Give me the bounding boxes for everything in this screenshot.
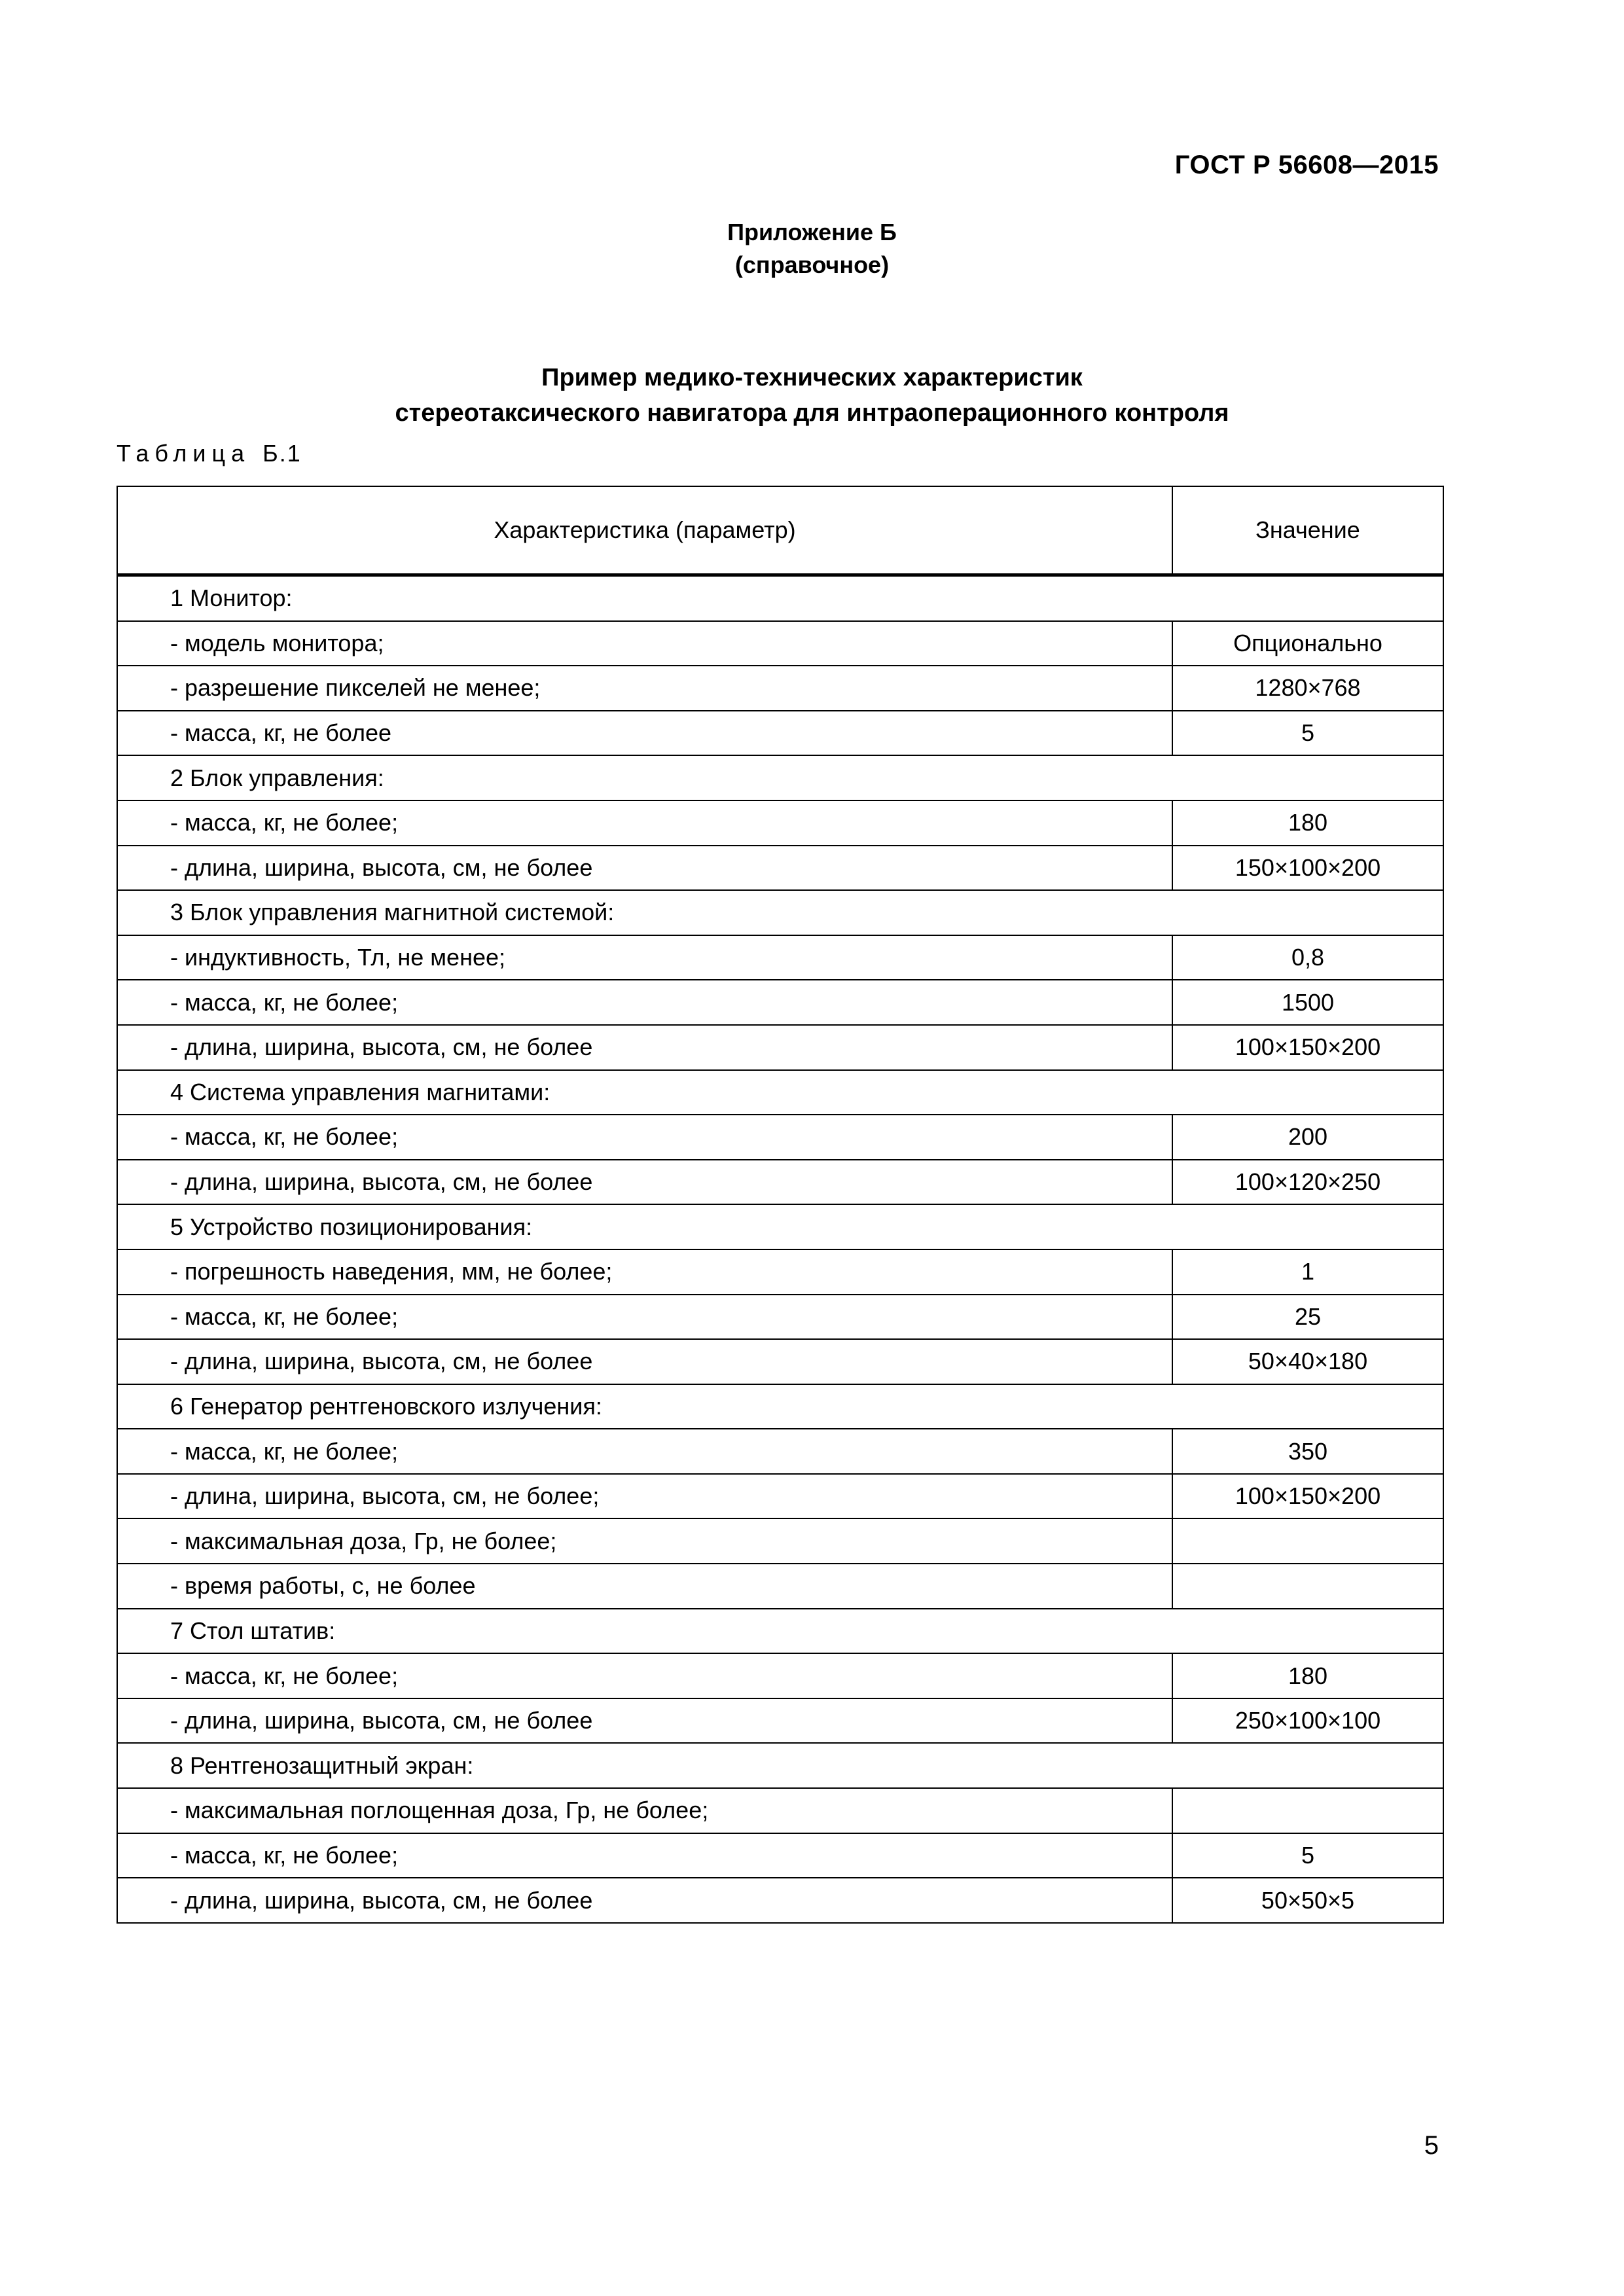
section-label: 5 Устройство позиционирования: [117, 1204, 1443, 1249]
table-row [117, 621, 1443, 666]
value-cell: 5 [1172, 1833, 1443, 1878]
value-cell: 5 [1172, 711, 1443, 756]
table-body [117, 575, 1443, 1923]
column-header-value: Значение [1172, 486, 1443, 575]
section-label: 2 Блок управления: [117, 755, 1443, 800]
parameter-cell: - время работы, с, не более [117, 1564, 1172, 1609]
table-row [117, 1160, 1443, 1205]
table-row [117, 846, 1443, 891]
table-header-row [117, 486, 1443, 575]
parameter-cell: - длина, ширина, высота, см, не более [117, 1025, 1172, 1070]
parameter-cell: - масса, кг, не более; [117, 800, 1172, 846]
parameter-cell: - масса, кг, не более; [117, 1295, 1172, 1340]
column-header-parameter: Характеристика (параметр) [117, 486, 1172, 575]
value-cell: 200 [1172, 1115, 1443, 1160]
table-row [117, 1429, 1443, 1474]
value-cell: 50×40×180 [1172, 1339, 1443, 1384]
title-line-2: стереотаксического навигатора для интраоперационного контроля [395, 399, 1229, 427]
table-row [117, 980, 1443, 1025]
appendix-heading [0, 216, 1624, 281]
table-section-row [117, 1070, 1443, 1115]
parameter-cell: - длина, ширина, высота, см, не более [117, 846, 1172, 891]
table-section-row [117, 1384, 1443, 1429]
table-row [117, 1698, 1443, 1744]
table-caption [117, 440, 302, 467]
table-row [117, 800, 1443, 846]
value-cell: Опционально [1172, 621, 1443, 666]
table-row [117, 1564, 1443, 1609]
value-cell [1172, 1788, 1443, 1833]
value-cell: 100×120×250 [1172, 1160, 1443, 1205]
section-label: 8 Рентгенозащитный экран: [117, 1743, 1443, 1788]
parameter-cell: - длина, ширина, высота, см, не более [117, 1160, 1172, 1205]
parameter-cell: - длина, ширина, высота, см, не более [117, 1339, 1172, 1384]
table-row [117, 711, 1443, 756]
value-cell [1172, 1518, 1443, 1564]
parameter-cell: - масса, кг, не более; [117, 1833, 1172, 1878]
table-caption-word: Таблица [117, 440, 251, 467]
section-label: 4 Система управления магнитами: [117, 1070, 1443, 1115]
table-section-row [117, 1609, 1443, 1654]
value-cell: 25 [1172, 1295, 1443, 1340]
value-cell: 250×100×100 [1172, 1698, 1443, 1744]
value-cell: 180 [1172, 800, 1443, 846]
parameter-cell: - максимальная поглощенная доза, Гр, не более; [117, 1788, 1172, 1833]
appendix-title: Приложение Б [727, 219, 897, 245]
table-row [117, 1295, 1443, 1340]
parameter-cell: - масса, кг, не более [117, 711, 1172, 756]
parameter-cell: - максимальная доза, Гр, не более; [117, 1518, 1172, 1564]
parameter-cell: - длина, ширина, высота, см, не более [117, 1878, 1172, 1923]
table-caption-number: Б.1 [262, 440, 302, 467]
parameter-cell: - длина, ширина, высота, см, не более [117, 1698, 1172, 1744]
table-section-row [117, 755, 1443, 800]
value-cell: 100×150×200 [1172, 1474, 1443, 1519]
appendix-subtitle: (справочное) [734, 251, 890, 278]
value-cell: 150×100×200 [1172, 846, 1443, 891]
value-cell: 100×150×200 [1172, 1025, 1443, 1070]
table-row [117, 1115, 1443, 1160]
value-cell: 180 [1172, 1653, 1443, 1698]
section-label: 7 Стол штатив: [117, 1609, 1443, 1654]
spec-table [117, 486, 1444, 1924]
table-row [117, 1518, 1443, 1564]
table-row [117, 1878, 1443, 1923]
section-label: 6 Генератор рентгеновского излучения: [117, 1384, 1443, 1429]
value-cell: 1500 [1172, 980, 1443, 1025]
parameter-cell: - длина, ширина, высота, см, не более; [117, 1474, 1172, 1519]
value-cell: 350 [1172, 1429, 1443, 1474]
document-code: ГОСТ Р 56608—2015 [1174, 151, 1439, 179]
document-title [0, 360, 1624, 431]
table-section-row [117, 575, 1443, 621]
parameter-cell: - индуктивность, Тл, не менее; [117, 935, 1172, 980]
parameter-cell: - модель монитора; [117, 621, 1172, 666]
table-row [117, 1653, 1443, 1698]
table-row [117, 1833, 1443, 1878]
title-line-1: Пример медико-технических характеристик [541, 364, 1083, 391]
table-row [117, 666, 1443, 711]
table-row [117, 1339, 1443, 1384]
table-row [117, 1474, 1443, 1519]
value-cell: 50×50×5 [1172, 1878, 1443, 1923]
section-label: 3 Блок управления магнитной системой: [117, 890, 1443, 935]
table-row [117, 1249, 1443, 1295]
section-label: 1 Монитор: [117, 575, 1443, 621]
table-row [117, 935, 1443, 980]
parameter-cell: - масса, кг, не более; [117, 1115, 1172, 1160]
value-cell: 1280×768 [1172, 666, 1443, 711]
table-section-row [117, 1204, 1443, 1249]
parameter-cell: - погрешность наведения, мм, не более; [117, 1249, 1172, 1295]
parameter-cell: - масса, кг, не более; [117, 1653, 1172, 1698]
value-cell: 1 [1172, 1249, 1443, 1295]
parameter-cell: - разрешение пикселей не менее; [117, 666, 1172, 711]
table-row [117, 1025, 1443, 1070]
page-number: 5 [1424, 2131, 1439, 2160]
table-section-row [117, 890, 1443, 935]
value-cell: 0,8 [1172, 935, 1443, 980]
table-section-row [117, 1743, 1443, 1788]
value-cell [1172, 1564, 1443, 1609]
parameter-cell: - масса, кг, не более; [117, 1429, 1172, 1474]
parameter-cell: - масса, кг, не более; [117, 980, 1172, 1025]
table-row [117, 1788, 1443, 1833]
